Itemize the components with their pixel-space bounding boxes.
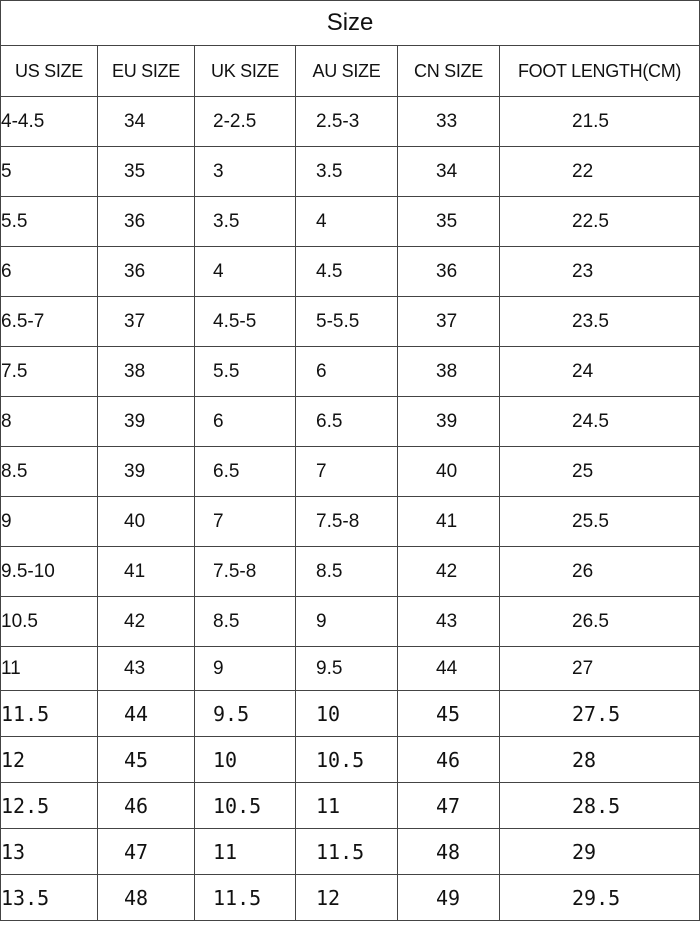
cell-us-size: 6 bbox=[1, 247, 98, 297]
cell-au-size: 10 bbox=[296, 691, 398, 737]
cell-eu-size: 43 bbox=[98, 647, 195, 691]
cell-cn-size: 41 bbox=[398, 497, 500, 547]
cell-cn-size: 40 bbox=[398, 447, 500, 497]
table-row bbox=[1, 247, 700, 297]
header-us-size: US SIZE bbox=[1, 46, 98, 97]
cell-au-size: 7.5-8 bbox=[296, 497, 398, 547]
cell-cn-size: 44 bbox=[398, 647, 500, 691]
cell-uk-size: 10.5 bbox=[195, 783, 296, 829]
cell-au-size: 7 bbox=[296, 447, 398, 497]
cell-eu-size: 39 bbox=[98, 397, 195, 447]
cell-foot-length: 23 bbox=[500, 247, 700, 297]
cell-foot-length: 28 bbox=[500, 737, 700, 783]
cell-au-size: 6 bbox=[296, 347, 398, 397]
table-row bbox=[1, 875, 700, 921]
cell-uk-size: 3.5 bbox=[195, 197, 296, 247]
cell-foot-length: 29.5 bbox=[500, 875, 700, 921]
cell-us-size: 9.5-10 bbox=[1, 547, 98, 597]
cell-uk-size: 6 bbox=[195, 397, 296, 447]
header-au-size: AU SIZE bbox=[296, 46, 398, 97]
cell-us-size: 10.5 bbox=[1, 597, 98, 647]
header-cn-size: CN SIZE bbox=[398, 46, 500, 97]
cell-eu-size: 42 bbox=[98, 597, 195, 647]
cell-us-size: 9 bbox=[1, 497, 98, 547]
cell-eu-size: 44 bbox=[98, 691, 195, 737]
cell-foot-length: 28.5 bbox=[500, 783, 700, 829]
cell-cn-size: 33 bbox=[398, 97, 500, 147]
cell-us-size: 7.5 bbox=[1, 347, 98, 397]
cell-cn-size: 34 bbox=[398, 147, 500, 197]
cell-au-size: 11.5 bbox=[296, 829, 398, 875]
cell-us-size: 12.5 bbox=[1, 783, 98, 829]
table-row bbox=[1, 347, 700, 397]
cell-au-size: 6.5 bbox=[296, 397, 398, 447]
cell-us-size: 5.5 bbox=[1, 197, 98, 247]
cell-foot-length: 25.5 bbox=[500, 497, 700, 547]
cell-eu-size: 36 bbox=[98, 247, 195, 297]
cell-foot-length: 23.5 bbox=[500, 297, 700, 347]
header-eu-size: EU SIZE bbox=[98, 46, 195, 97]
table-row bbox=[1, 297, 700, 347]
cell-eu-size: 47 bbox=[98, 829, 195, 875]
table-row bbox=[1, 97, 700, 147]
cell-cn-size: 39 bbox=[398, 397, 500, 447]
cell-uk-size: 7.5-8 bbox=[195, 547, 296, 597]
cell-foot-length: 22.5 bbox=[500, 197, 700, 247]
cell-cn-size: 46 bbox=[398, 737, 500, 783]
cell-cn-size: 36 bbox=[398, 247, 500, 297]
cell-uk-size: 4 bbox=[195, 247, 296, 297]
cell-uk-size: 3 bbox=[195, 147, 296, 197]
cell-uk-size: 8.5 bbox=[195, 597, 296, 647]
table-title: Size bbox=[1, 1, 700, 46]
cell-eu-size: 46 bbox=[98, 783, 195, 829]
cell-uk-size: 2-2.5 bbox=[195, 97, 296, 147]
cell-au-size: 5-5.5 bbox=[296, 297, 398, 347]
table-row bbox=[1, 829, 700, 875]
table-row bbox=[1, 147, 700, 197]
table-row bbox=[1, 547, 700, 597]
table-row bbox=[1, 597, 700, 647]
cell-au-size: 4 bbox=[296, 197, 398, 247]
table-row bbox=[1, 197, 700, 247]
cell-uk-size: 11 bbox=[195, 829, 296, 875]
cell-eu-size: 40 bbox=[98, 497, 195, 547]
cell-eu-size: 39 bbox=[98, 447, 195, 497]
cell-uk-size: 5.5 bbox=[195, 347, 296, 397]
table-row bbox=[1, 783, 700, 829]
cell-foot-length: 26.5 bbox=[500, 597, 700, 647]
cell-foot-length: 26 bbox=[500, 547, 700, 597]
header-uk-size: UK SIZE bbox=[195, 46, 296, 97]
cell-cn-size: 42 bbox=[398, 547, 500, 597]
cell-au-size: 12 bbox=[296, 875, 398, 921]
cell-us-size: 13.5 bbox=[1, 875, 98, 921]
cell-cn-size: 45 bbox=[398, 691, 500, 737]
table-body bbox=[1, 97, 700, 921]
cell-au-size: 8.5 bbox=[296, 547, 398, 597]
cell-us-size: 11.5 bbox=[1, 691, 98, 737]
cell-us-size: 4-4.5 bbox=[1, 97, 98, 147]
cell-uk-size: 11.5 bbox=[195, 875, 296, 921]
cell-foot-length: 29 bbox=[500, 829, 700, 875]
cell-au-size: 9 bbox=[296, 597, 398, 647]
cell-foot-length: 22 bbox=[500, 147, 700, 197]
cell-us-size: 12 bbox=[1, 737, 98, 783]
cell-uk-size: 6.5 bbox=[195, 447, 296, 497]
cell-cn-size: 48 bbox=[398, 829, 500, 875]
cell-eu-size: 37 bbox=[98, 297, 195, 347]
cell-eu-size: 35 bbox=[98, 147, 195, 197]
cell-cn-size: 49 bbox=[398, 875, 500, 921]
cell-us-size: 11 bbox=[1, 647, 98, 691]
cell-us-size: 5 bbox=[1, 147, 98, 197]
table-row bbox=[1, 647, 700, 691]
title-row bbox=[1, 1, 700, 46]
cell-us-size: 8.5 bbox=[1, 447, 98, 497]
cell-foot-length: 25 bbox=[500, 447, 700, 497]
cell-cn-size: 35 bbox=[398, 197, 500, 247]
cell-us-size: 13 bbox=[1, 829, 98, 875]
cell-us-size: 8 bbox=[1, 397, 98, 447]
table-row bbox=[1, 737, 700, 783]
cell-uk-size: 10 bbox=[195, 737, 296, 783]
cell-uk-size: 7 bbox=[195, 497, 296, 547]
cell-foot-length: 27 bbox=[500, 647, 700, 691]
cell-eu-size: 41 bbox=[98, 547, 195, 597]
table-row bbox=[1, 497, 700, 547]
cell-cn-size: 43 bbox=[398, 597, 500, 647]
header-row bbox=[1, 46, 700, 97]
cell-uk-size: 9.5 bbox=[195, 691, 296, 737]
cell-cn-size: 37 bbox=[398, 297, 500, 347]
cell-us-size: 6.5-7 bbox=[1, 297, 98, 347]
cell-au-size: 9.5 bbox=[296, 647, 398, 691]
cell-uk-size: 4.5-5 bbox=[195, 297, 296, 347]
cell-cn-size: 47 bbox=[398, 783, 500, 829]
cell-foot-length: 21.5 bbox=[500, 97, 700, 147]
table-row bbox=[1, 691, 700, 737]
cell-eu-size: 38 bbox=[98, 347, 195, 397]
cell-foot-length: 24 bbox=[500, 347, 700, 397]
cell-eu-size: 48 bbox=[98, 875, 195, 921]
cell-au-size: 4.5 bbox=[296, 247, 398, 297]
cell-cn-size: 38 bbox=[398, 347, 500, 397]
cell-foot-length: 24.5 bbox=[500, 397, 700, 447]
cell-eu-size: 34 bbox=[98, 97, 195, 147]
table-row bbox=[1, 447, 700, 497]
cell-au-size: 10.5 bbox=[296, 737, 398, 783]
cell-foot-length: 27.5 bbox=[500, 691, 700, 737]
cell-eu-size: 45 bbox=[98, 737, 195, 783]
cell-au-size: 3.5 bbox=[296, 147, 398, 197]
table-row bbox=[1, 397, 700, 447]
cell-au-size: 11 bbox=[296, 783, 398, 829]
cell-eu-size: 36 bbox=[98, 197, 195, 247]
cell-uk-size: 9 bbox=[195, 647, 296, 691]
cell-au-size: 2.5-3 bbox=[296, 97, 398, 147]
header-foot-length: FOOT LENGTH(CM) bbox=[500, 46, 700, 97]
